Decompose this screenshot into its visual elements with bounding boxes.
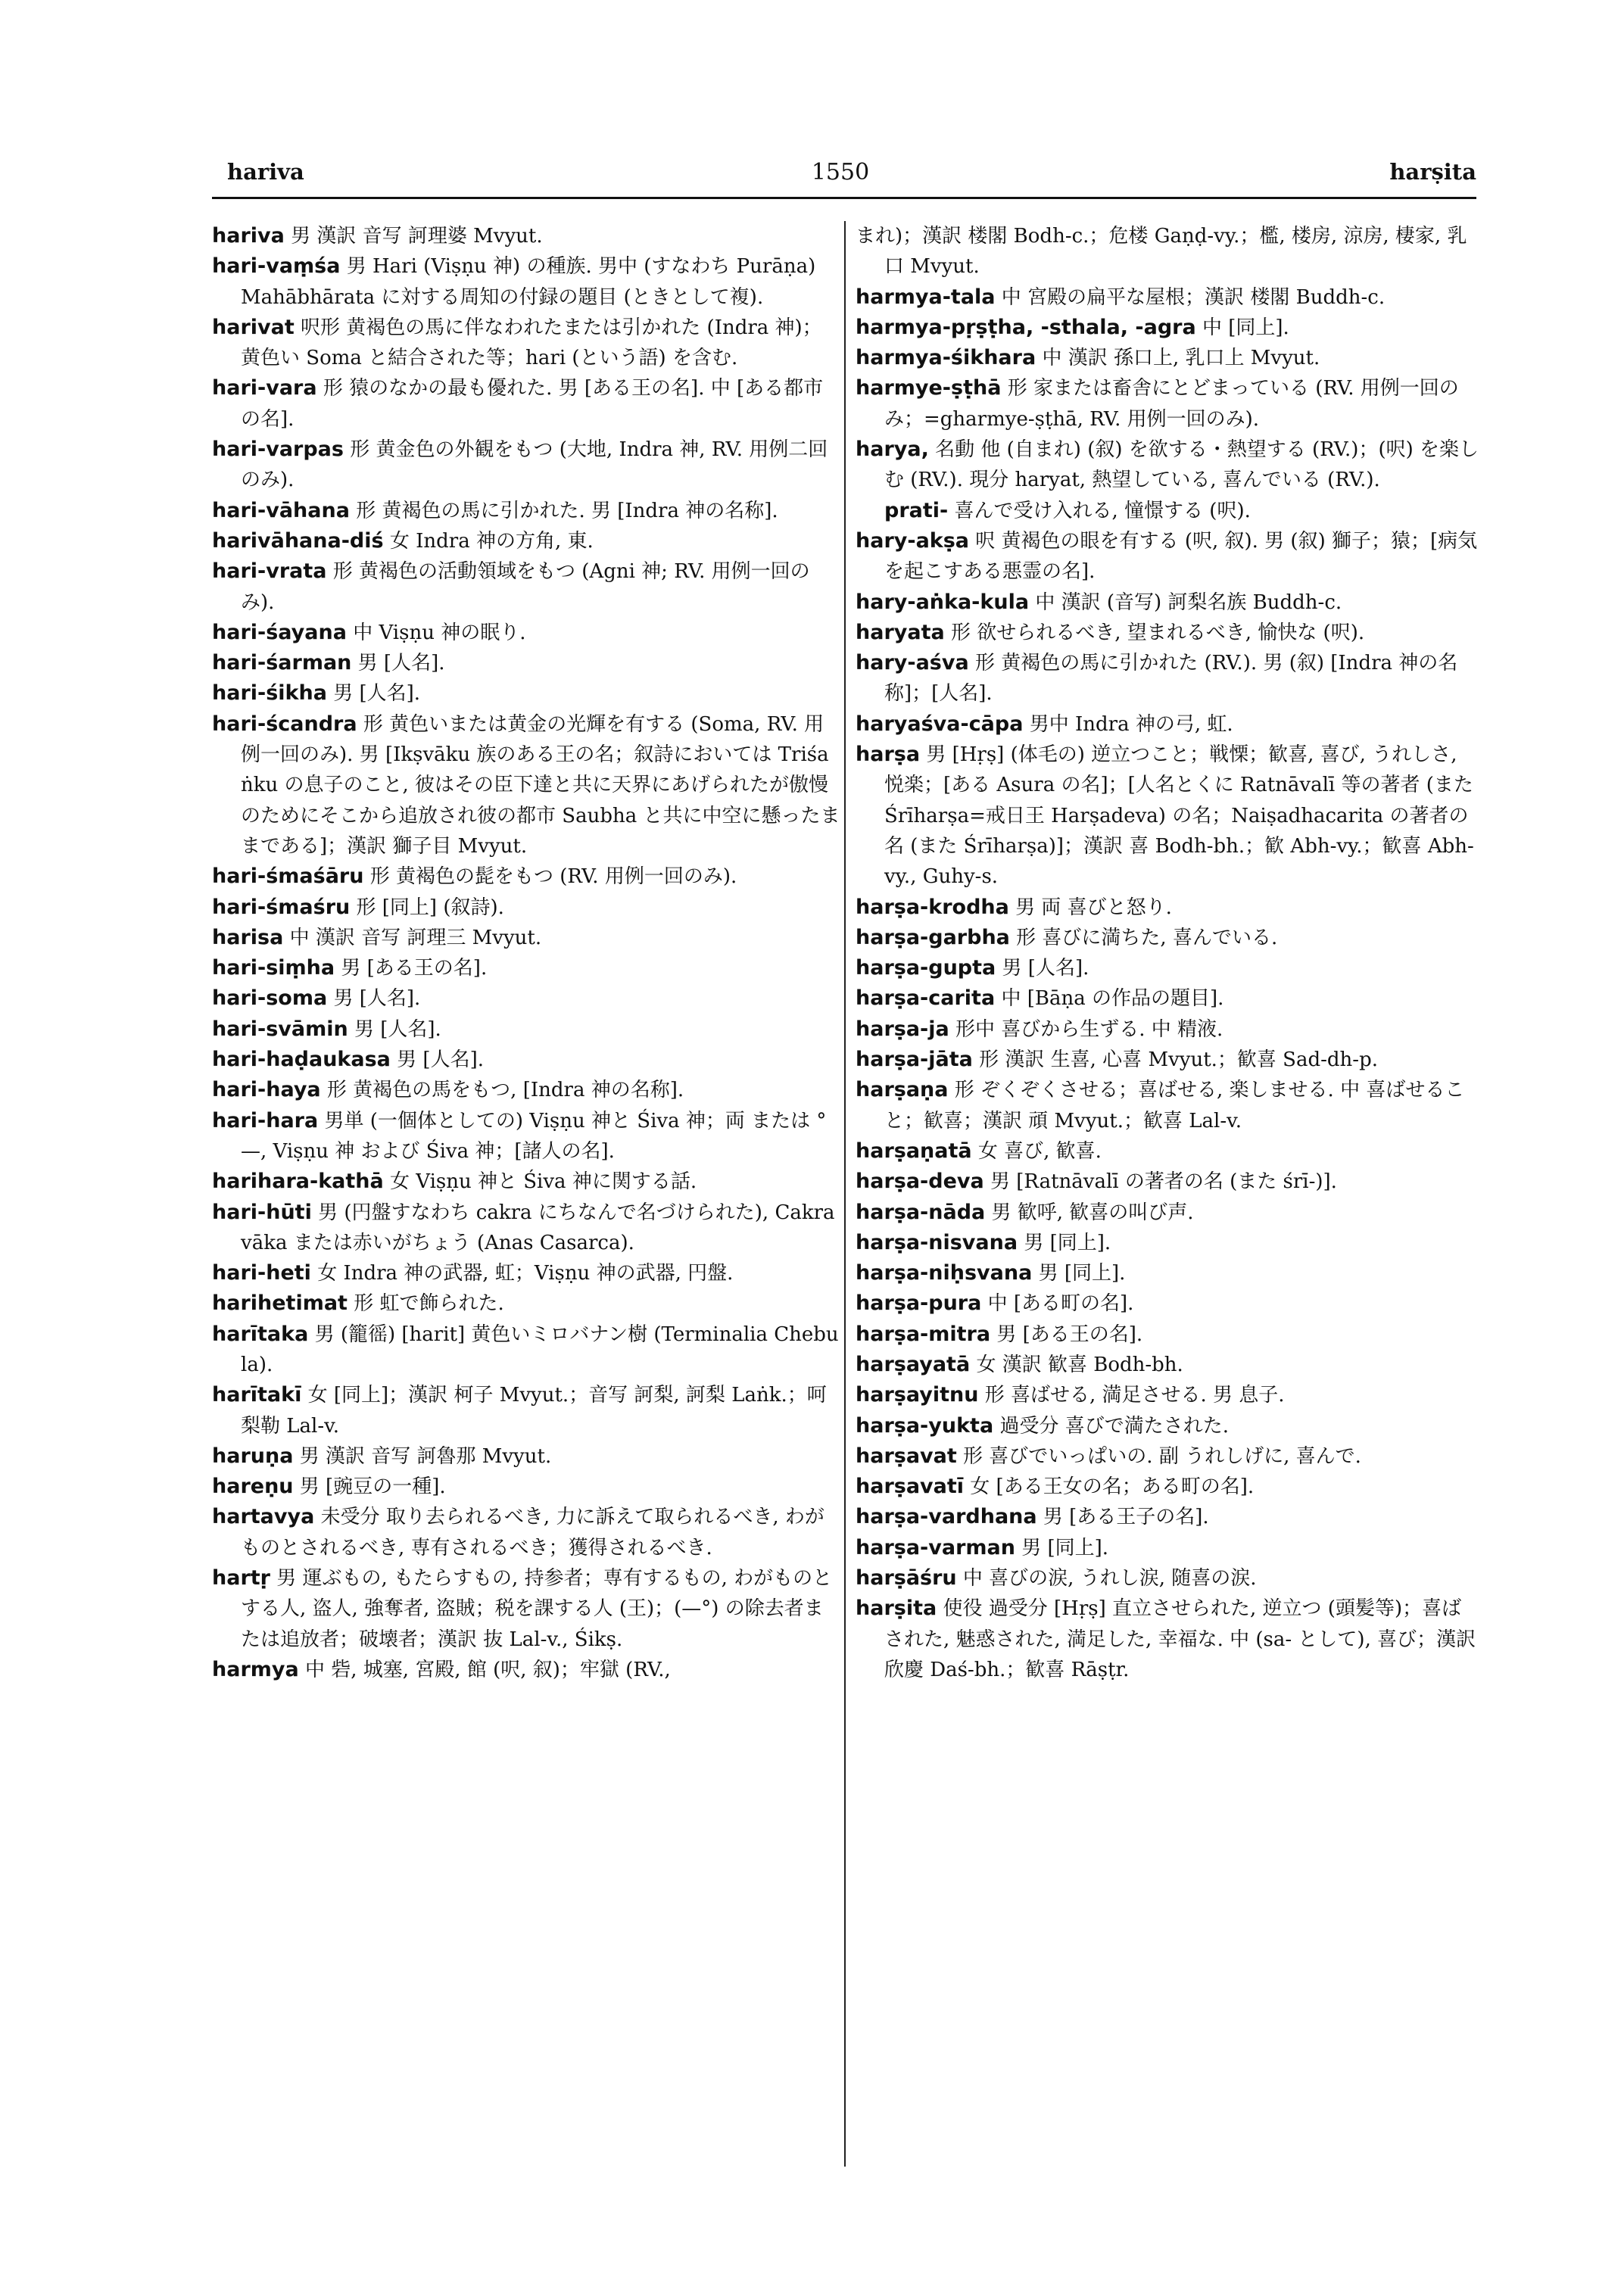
dictionary-entry <box>212 435 840 496</box>
entry-definition: 形 黄褐色の馬をもつ, [Indra 神の名称]. <box>326 1079 684 1102</box>
entry-definition: 男 [人名]. <box>354 1017 441 1041</box>
dictionary-entry <box>212 893 840 923</box>
entry-definition: 女 漢訳 歓喜 Bodh-bh. <box>976 1353 1183 1376</box>
entry-headword: hari-śmaśru <box>212 895 351 919</box>
entry-definition: 中 漢訳 音写 訶理三 Mvyut. <box>289 926 542 949</box>
dictionary-entry <box>856 1380 1481 1410</box>
entry-headword: harmya-śikhara <box>856 346 1036 370</box>
entry-headword: harivat <box>212 315 295 339</box>
entry-definition: 男 [同上]. <box>1024 1231 1111 1254</box>
entry-headword: hari-hūti <box>212 1200 312 1224</box>
right-column <box>856 221 1481 1685</box>
entry-definition: 男 [同上]. <box>1038 1262 1126 1285</box>
entry-definition: 形 ぞくぞくさせる；喜ばせる, 楽しませる. 中 喜ばせること；歓喜；漢訳 頑 Mvyut.；歓喜 Lal-v. <box>884 1079 1465 1132</box>
dictionary-entry <box>212 1167 840 1197</box>
dictionary-entry <box>212 618 840 648</box>
dictionary-entry <box>856 435 1481 496</box>
entry-headword: hari-śmaśāru <box>212 865 364 889</box>
entry-definition: 中 [Bāṇa の作品の題目]. <box>1001 987 1224 1011</box>
entry-headword: hari-vara <box>212 376 317 400</box>
dictionary-entry <box>856 1258 1481 1288</box>
entry-definition: 呎 黄褐色の眼を有する (呎, 叙). 男 (叙) 獅子；猿；[病気を起こすある悪霊の名]. <box>884 529 1478 584</box>
entry-headword: hari-śikha <box>212 681 327 706</box>
entry-definition: 女 Viṣṇu 神と Śiva 神に関する話. <box>389 1170 697 1194</box>
entry-definition: 男 [人名]. <box>333 987 421 1011</box>
entry-headword: harihara-kathā <box>212 1170 384 1194</box>
entry-definition: 男 [人名]. <box>397 1048 484 1072</box>
entry-definition: 女 [同上]；漢訳 柯子 Mvyut.；音写 訶梨, 訶梨 Laṅk.；呵梨勒 Lal-v. <box>241 1384 827 1438</box>
entry-headword: harya, <box>856 438 929 462</box>
dictionary-entry <box>212 251 840 313</box>
dictionary-entry <box>856 526 1481 587</box>
dictionary-entry <box>212 648 840 678</box>
entry-headword: harṣa-niḥsvana <box>856 1261 1033 1285</box>
entry-definition: 形 黄褐色の馬に引かれた. 男 [Indra 神の名称]. <box>356 499 778 522</box>
entry-headword: harṣa-deva <box>856 1170 984 1194</box>
entry-headword: harṣavat <box>856 1444 957 1468</box>
entry-definition: 形 [同上] (叙詩). <box>356 896 504 919</box>
dictionary-entry <box>856 1014 1481 1045</box>
dictionary-entry <box>212 526 840 556</box>
entry-definition: 形 黄色いまたは黄金の光輝を有する (Soma, RV. 用例一回のみ). 男 [Ikṣvāku 族のある王の名；叙詩においては Triśaṅku の息子のこと, 彼はその臣下達と共に天界にあげられたが傲慢のためにそこから追放され彼の都市 Saubha と共に中空に懸ったままである]；漢訳 獅子目 Mvyut. <box>241 712 840 858</box>
dictionary-entry <box>856 740 1481 892</box>
entry-headword: harītaka <box>212 1322 309 1346</box>
entry-definition: 形 喜びでいっぱいの. 副 うれしげに, 喜んで. <box>963 1444 1361 1468</box>
entry-definition: 男 [Hṛṣ] (体毛の) 逆立つこと；戦慄；歓喜, 喜び, うれしさ, 悦楽；[ある Asura の名]；[人名とくに Ratnāvalī 等の著者 (また Śrīharṣa=戒日王 Harṣadeva) の名；Naiṣadhacarita の著者の名 (また Śrīharṣa)]；漢訳 喜 Bodh-bh.；歓 Abh-vy.；歓喜 Abh-vy., Guhy-s. <box>884 743 1474 889</box>
dictionary-entry <box>212 1045 840 1075</box>
entry-headword: harṣa-mitra <box>856 1322 991 1346</box>
entry-definition: 女 喜び, 歓喜. <box>977 1139 1102 1163</box>
entry-headword: hari-vrata <box>212 559 327 584</box>
dictionary-entry <box>856 1136 1481 1167</box>
entry-definition: 男 運ぶもの, もたらすもの, 持参者；専有するもの, わがものとする人, 盗人, 強奪者, 盗賊；税を課する人 (王)；(—°) の除去者または追放者；破壊者；漢訳 抜 Lal-v., Śikṣ. <box>241 1567 833 1651</box>
entry-headword: haryaśva-cāpa <box>856 712 1024 736</box>
entry-headword: harṣaṇatā <box>856 1139 972 1163</box>
dictionary-entry <box>212 1563 840 1655</box>
dictionary-entry <box>856 1563 1481 1594</box>
dictionary-entry <box>212 1288 840 1319</box>
entry-headword: hari-heti <box>212 1261 311 1285</box>
entry-headword: hartavya <box>212 1505 315 1529</box>
entry-headword: harṣāśru <box>856 1566 957 1590</box>
entry-headword: harisa <box>212 925 284 949</box>
entry-definition: 中 喜びの涙, うれし涙, 随喜の涙. <box>962 1567 1257 1590</box>
dictionary-entry <box>856 648 1481 709</box>
entry-definition: 形 欲せられるべき, 望まれるべき, 愉快な (呎). <box>950 621 1365 644</box>
entry-headword: hari-soma <box>212 986 328 1011</box>
entry-headword: harṣa-yukta <box>856 1413 994 1438</box>
entry-definition: 喜んで受け入れる, 憧憬する (呎). <box>954 499 1251 522</box>
dictionary-entry <box>212 1014 840 1045</box>
entry-definition: 女 Indra 神の武器, 虹；Viṣṇu 神の武器, 円盤. <box>317 1262 734 1285</box>
entry-headword: hary-akṣa <box>856 528 970 553</box>
dictionary-entry <box>212 923 840 953</box>
dictionary-entry <box>212 556 840 618</box>
dictionary-entry <box>212 496 840 526</box>
entry-definition: 中 [ある町の名]. <box>987 1292 1134 1316</box>
entry-headword: harṣavatī <box>856 1475 965 1499</box>
entry-headword: hari-vaṃśa <box>212 254 341 279</box>
dictionary-entry <box>212 1258 840 1288</box>
page-header <box>204 150 1476 195</box>
entry-headword: harmya <box>212 1657 299 1681</box>
entry-headword: hari-vāhana <box>212 498 350 522</box>
entry-definition: 男 漢訳 音写 訶魯那 Mvyut. <box>299 1444 552 1468</box>
entry-definition: まれ)；漢訳 楼閣 Bodh-c.；危楼 Gaṇḍ-vy.；檻, 楼房, 涼房, 棲家, 乳口 Mvyut. <box>856 225 1467 279</box>
entry-definition: 男 [人名]. <box>1002 957 1089 980</box>
dictionary-entry <box>856 343 1481 373</box>
entry-definition: 男 [ある王の名]. <box>996 1323 1143 1346</box>
entry-headword: harmye-ṣṭhā <box>856 376 1002 400</box>
dictionary-entry <box>212 1502 840 1563</box>
entry-headword: hari-haḍaukasa <box>212 1048 391 1072</box>
dictionary-entry <box>856 1319 1481 1350</box>
entry-definition: 男 [同上]. <box>1021 1536 1109 1559</box>
entry-headword: hareṇu <box>212 1475 294 1499</box>
dictionary-entry <box>212 1106 840 1167</box>
dictionary-entry <box>856 587 1481 618</box>
dictionary-entry <box>856 1533 1481 1563</box>
entry-definition: 中 漢訳 孫口上, 乳口上 Mvyut. <box>1042 347 1320 370</box>
entry-definition: 男 [豌豆の一種]. <box>299 1475 446 1499</box>
entry-definition: 男中 Indra 神の弓, 虹. <box>1029 712 1233 736</box>
entry-definition: 形 漢訳 生喜, 心喜 Mvyut.；歓喜 Sad-dh-p. <box>979 1048 1378 1072</box>
entry-headword: harṣayitnu <box>856 1383 979 1407</box>
page-number: 1550 <box>811 159 870 185</box>
dictionary-entry <box>856 923 1481 953</box>
entry-definition: 中 砦, 城塞, 宮殿, 館 (呎, 叙)；牢獄 (RV., <box>304 1658 671 1681</box>
dictionary-entry <box>212 1380 840 1441</box>
entry-headword: hary-aṅka-kula <box>856 590 1030 614</box>
entry-headword: prati- <box>884 498 949 522</box>
entry-definition: 男 (円盤すなわち cakra にちなんで名づけられた), Cakravāka または赤いがちょう (Anas Casarca). <box>241 1201 835 1254</box>
entry-definition: 呎形 黄褐色の馬に伴なわれたまたは引かれた (Indra 神)；黄色い Soma と結合された等；hari (という語) を含む. <box>241 316 822 370</box>
entry-definition: 形 黄金色の外観をもつ (大地, Indra 神, RV. 用例二回のみ). <box>241 438 828 492</box>
dictionary-entry <box>212 861 840 892</box>
entry-definition: 形中 喜びから生ずる. 中 精液. <box>955 1017 1223 1041</box>
header-right-guideword: harṣita <box>1389 159 1476 185</box>
dictionary-entry <box>856 496 1481 526</box>
entry-definition: 形 虹で飾られた. <box>354 1292 504 1316</box>
dictionary-entry <box>212 1075 840 1105</box>
dictionary-entry <box>212 1655 840 1685</box>
entry-headword: harṣa-jāta <box>856 1048 973 1072</box>
dictionary-entry <box>856 1075 1481 1136</box>
entry-headword: harṣa-nāda <box>856 1200 986 1224</box>
entry-definition: 形 喜びに満ちた, 喜んでいる. <box>1016 926 1278 949</box>
dictionary-entry <box>856 1228 1481 1258</box>
dictionary-entry <box>856 1472 1481 1502</box>
entry-headword: harṣa-nisvana <box>856 1230 1018 1254</box>
entry-definition: 形 黄褐色の髭をもつ (RV. 用例一回のみ). <box>369 865 737 889</box>
entry-headword: harmya-tala <box>856 285 996 309</box>
entry-definition: 形 猿のなかの最も優れた. 男 [ある王の名]. 中 [ある都市の名]. <box>241 377 824 431</box>
entry-headword: harṣita <box>856 1597 937 1621</box>
entry-headword: harṣa-pura <box>856 1291 982 1316</box>
entry-headword: harivāhana-diś <box>212 528 384 553</box>
entry-headword: hari-haya <box>212 1078 321 1102</box>
entry-definition: 男 Hari (Viṣṇu 神) の種族. 男中 (すなわち Purāṇa) Mahābhārata に対する周知の付録の題目 (ときとして複). <box>241 255 816 309</box>
dictionary-entry <box>856 1288 1481 1319</box>
entry-definition: 形 黄褐色の馬に引かれた (RV.). 男 (叙) [Indra 神の名称]；[人名]. <box>884 652 1458 706</box>
entry-headword: harṣa-vardhana <box>856 1505 1037 1529</box>
entry-definition: 男 両 喜びと怒り. <box>1015 896 1172 919</box>
dictionary-entry <box>212 953 840 983</box>
entry-definition: 中 [同上]. <box>1202 316 1289 339</box>
entry-headword: harmya-pṛṣṭha, -sthala, -agra <box>856 315 1196 339</box>
entry-headword: hari-svāmin <box>212 1017 348 1041</box>
dictionary-entry <box>212 373 840 435</box>
entry-headword: haryata <box>856 620 945 644</box>
entry-definition: 男 [人名]. <box>357 652 445 675</box>
entry-definition: 男 (籠徭) [harit] 黄色いミロバナン樹 (Terminalia Chebula). <box>241 1323 839 1376</box>
entry-headword: hariva <box>212 224 285 248</box>
dictionary-entry <box>212 1441 840 1472</box>
dictionary-entry <box>856 1441 1481 1472</box>
dictionary-entry <box>856 1198 1481 1228</box>
dictionary-entry <box>212 983 840 1014</box>
entry-headword: hary-aśva <box>856 651 969 675</box>
dictionary-entry <box>212 1472 840 1502</box>
entry-definition: 女 [ある王女の名；ある町の名]. <box>970 1475 1255 1499</box>
dictionary-entry <box>856 1045 1481 1075</box>
entry-definition: 男 [Ratnāvalī の著者の名 (また śrī-)]. <box>990 1170 1337 1194</box>
entry-headword: hari-siṃha <box>212 956 335 980</box>
entry-definition: 男 [ある王の名]. <box>341 957 488 980</box>
entry-definition: 過受分 喜びで満たされた. <box>999 1414 1229 1438</box>
entry-headword: hari-ścandra <box>212 712 357 736</box>
entry-headword: hartṛ <box>212 1566 270 1590</box>
entry-headword: haruṇa <box>212 1444 294 1468</box>
entry-definition: 男単 (一個体としての) Viṣṇu 神と Śiva 神；両 または °—, Viṣṇu 神 および Śiva 神；[諸人の名]. <box>241 1109 827 1163</box>
dictionary-entry <box>856 221 1481 282</box>
entry-definition: 女 Indra 神の方角, 東. <box>389 529 594 553</box>
entry-headword: harihetimat <box>212 1291 348 1316</box>
entry-definition: 形 家または畜舎にとどまっている (RV. 用例一回のみ；=gharmye-ṣṭhā, RV. 用例一回のみ). <box>884 377 1459 431</box>
entry-headword: harītakī <box>212 1383 302 1407</box>
entry-headword: harṣa-carita <box>856 986 996 1011</box>
dictionary-entry <box>856 1594 1481 1685</box>
entry-definition: 中 宮殿の扁平な屋根；漢訳 楼閣 Buddh-c. <box>1001 285 1386 309</box>
entry-headword: hari-hara <box>212 1108 319 1132</box>
header-left-guideword: hariva <box>227 159 304 185</box>
entry-headword: harṣa-ja <box>856 1017 949 1041</box>
entry-definition: 形 喜ばせる, 満足させる. 男 息子. <box>984 1384 1285 1407</box>
entry-headword: harṣa <box>856 743 921 767</box>
entry-definition: 男 [人名]. <box>333 682 421 706</box>
dictionary-entry <box>212 1198 840 1259</box>
dictionary-entry <box>856 953 1481 983</box>
dictionary-entry <box>856 709 1481 740</box>
dictionary-entry <box>856 893 1481 923</box>
entry-headword: harṣa-garbha <box>856 925 1010 949</box>
dictionary-entry <box>856 1411 1481 1441</box>
entry-headword: harṣaṇa <box>856 1078 949 1102</box>
dictionary-entry <box>212 709 840 861</box>
dictionary-entry <box>212 678 840 709</box>
entry-headword: hari-śarman <box>212 651 352 675</box>
entry-definition: 名動 他 (自まれ) (叙) を欲する・熱望する (RV.)；(呎) を楽しむ (RV.). 現分 haryat, 熱望している, 喜んでいる (RV.). <box>884 438 1479 492</box>
left-column <box>212 221 840 1685</box>
entry-definition: 男 漢訳 音写 訶理婆 Mvyut. <box>291 225 543 248</box>
dictionary-entry <box>856 1167 1481 1197</box>
entry-headword: harṣa-gupta <box>856 956 996 980</box>
column-divider <box>844 221 846 2167</box>
entry-headword: hari-varpas <box>212 438 344 462</box>
dictionary-entry <box>212 313 840 374</box>
dictionary-entry <box>212 1319 840 1381</box>
entry-definition: 未受分 取り去られるべき, 力に訴えて取られるべき, わがものとされるべき, 専有されるべき；獲得されるべき. <box>241 1506 824 1559</box>
entry-definition: 形 黄褐色の活動領域をもつ (Agni 神; RV. 用例一回のみ). <box>241 560 810 614</box>
entry-headword: harṣa-krodha <box>856 895 1009 919</box>
dictionary-entry <box>856 983 1481 1014</box>
entry-definition: 中 Viṣṇu 神の眠り. <box>353 621 526 644</box>
dictionary-entry <box>856 618 1481 648</box>
dictionary-entry <box>212 221 840 251</box>
dictionary-entry <box>856 373 1481 435</box>
dictionary-entry <box>856 313 1481 343</box>
dictionary-entry <box>856 1350 1481 1380</box>
entry-headword: hari-śayana <box>212 620 347 644</box>
entry-definition: 使役 過受分 [Hṛṣ] 直立させられた, 逆立つ (頭髪等)；喜ばされた, 魅惑された, 満足した, 幸福な. 中 (sa- として), 喜び；漢訳 欣慶 Daś-bh.；歓喜 Rāṣṭr. <box>884 1597 1476 1681</box>
entry-headword: harṣayatā <box>856 1352 971 1376</box>
entry-definition: 男 [ある王子の名]. <box>1043 1506 1209 1529</box>
header-rule <box>212 197 1476 199</box>
dictionary-entry <box>856 282 1481 313</box>
entry-headword: harṣa-varman <box>856 1535 1015 1559</box>
entry-definition: 男 歓呼, 歓喜の叫び声. <box>991 1201 1194 1224</box>
entry-definition: 中 漢訳 (音写) 訶梨名族 Buddh-c. <box>1035 590 1342 614</box>
dictionary-entry <box>856 1502 1481 1532</box>
